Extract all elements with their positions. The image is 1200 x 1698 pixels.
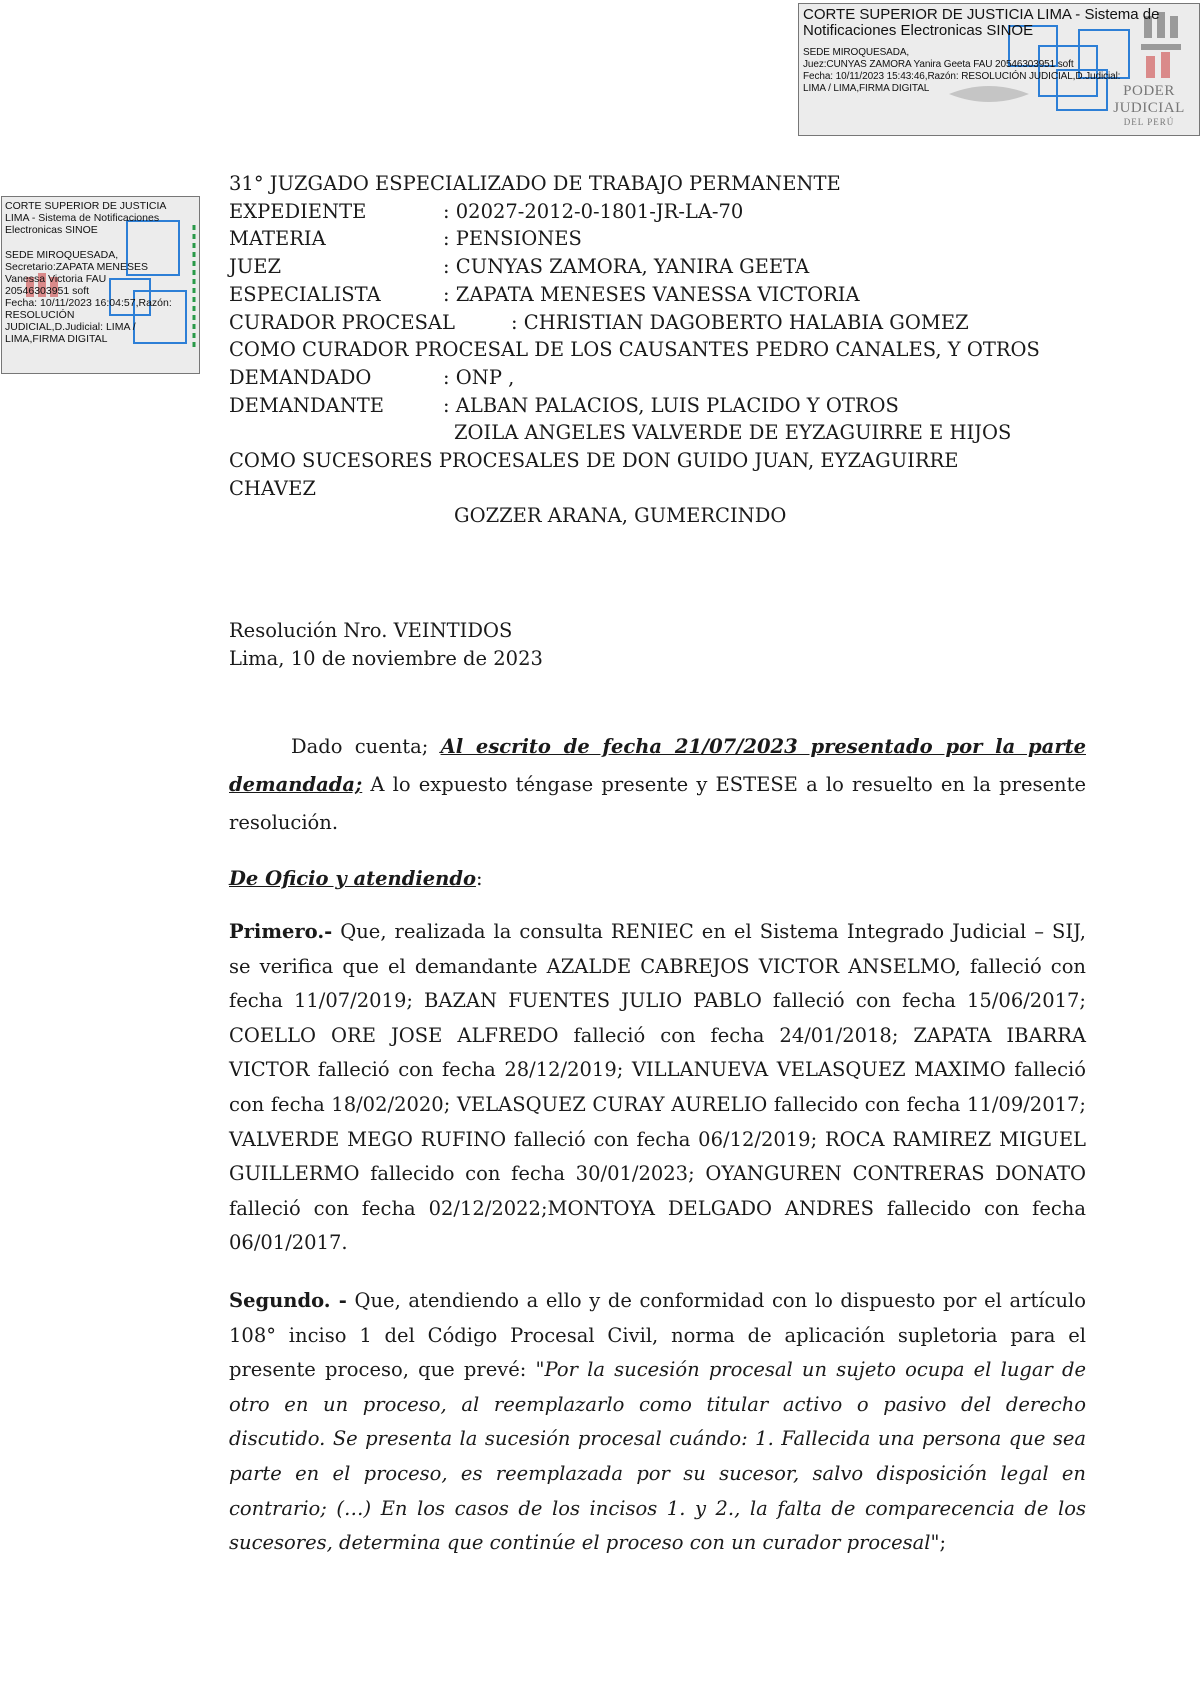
resolution-date: Lima, 10 de noviembre de 2023 [229, 646, 543, 670]
curador-description: COMO CURADOR PROCESAL DE LOS CAUSANTES PEDRO CANALES, Y OTROS [229, 338, 1040, 362]
header-row-demandante: DEMANDANTE : ALBAN PALACIOS, LUIS PLACIDO Y OTROS [229, 393, 899, 417]
paragraph-segundo: Segundo. - Que, atendiendo a ello y de conformidad con lo dispuesto por el artículo 108° inciso 1 del Código Procesal Civil, norma de aplicación supletoria para el presente proceso, que prevé: "Por la sucesión procesal un sujeto ocupa el lugar de otro en un proceso, al reemplazarlo como titular activo o pasivo del derecho discutido. Se presenta la sucesión procesal cuándo: 1. Fallecida una persona que sea parte en el proceso, es reemplazada por su sucesor, salvo disposición legal en contrario; (…) En los casos de los incisos 1. y 2., la falta de comparecencia de los sucesores, determina que continúe el proceso con un curador procesal"; [229, 1288, 1087, 1555]
paragraph-primero: Primero.- Que, realizada la consulta RENIEC en el Sistema Integrado Judicial – SIJ, se verifica que el demandante AZALDE CABREJOS VICTOR ANSELMO, falleció con fecha 11/07/2019; BAZAN FUENTES JULIO PABLO falleció con fecha 15/06/2017; COELLO ORE JOSE ALFREDO falleció con fecha 24/01/2018; ZAPATA IBARRA VICTOR falleció con fecha 28/12/2019; VILLANUEVA VELASQUEZ MAXIMO falleció con fecha 18/02/2020; VELASQUEZ CURAY AURELIO fallecido con fecha 11/09/2017; VALVERDE MEGO RUFINO falleció con fecha 06/12/2019; ROCA RAMIREZ MIGUEL GUILLERMO fallecido con fecha 30/01/2023; OYANGUREN CONTRERAS DONATO falleció con fecha 02/12/2022;MONTOYA DELGADO ANDRES fallecido con fecha 06/01/2017. [229, 920, 1086, 1255]
header-row-juez: JUEZ : CUNYAS ZAMORA, YANIRA GEETA [229, 255, 810, 279]
stamp-title: CORTE SUPERIOR DE JUSTICIA LIMA - Sistema de Notificaciones Electronicas SINOE [803, 6, 1160, 39]
stamp-details: SEDE MIROQUESADA, Secretario:ZAPATA MENESES Vanessa Victoria FAU 20546303951 soft Fecha: 10/11/2023 16:04:57,Razón: RESOLUCIÓN JUDICIAL,D.Judicial: LIMA / LIMA,FIRMA DIGITAL [5, 249, 172, 345]
section-subheading: De Oficio y atendiendo: [229, 867, 483, 890]
header-row-materia: MATERIA : PENSIONES [229, 227, 582, 251]
court-name: 31° JUZGADO ESPECIALIZADO DE TRABAJO PERMANENTE [229, 172, 841, 195]
header-row-especialista: ESPECIALISTA : ZAPATA MENESES VANESSA VICTORIA [229, 282, 860, 306]
demandante-line-2: ZOILA ANGELES VALVERDE DE EYZAGUIRRE E HIJOS [454, 421, 1012, 445]
sucesores-description: COMO SUCESORES PROCESALES DE DON GUIDO JUAN, EYZAGUIRRE CHAVEZ [229, 449, 959, 500]
demandante-line-3: GOZZER ARANA, GUMERCINDO [454, 504, 787, 528]
stamp-title: CORTE SUPERIOR DE JUSTICIA LIMA - Sistema de Notificaciones Electronicas SINOE [5, 200, 167, 236]
resolution-body [229, 728, 1086, 1561]
poder-judicial-seal: PODER JUDICIAL DEL PERÚ [1113, 83, 1185, 127]
header-row-curador: CURADOR PROCESAL : CHRISTIAN DAGOBERTO HALABIA GOMEZ [229, 310, 969, 334]
stamp-details: SEDE MIROQUESADA, Juez:CUNYAS ZAMORA Yanira Geeta FAU 20546303951 soft Fecha: 10/11/2023 15:43:46,Razón: RESOLUCIÓN JUDICIAL,D.Judicial: LIMA / LIMA,FIRMA DIGITAL [803, 47, 1121, 94]
case-header [229, 170, 1129, 530]
digital-signature-stamp-secretary [1, 196, 200, 374]
resolution-number: Resolución Nro. VEINTIDOS [229, 619, 513, 642]
intro-paragraph: Dado cuenta; Al escrito de fecha 21/07/2023 presentado por la parte demandada; A lo expuesto téngase presente y ESTESE a lo resuelto en la presente resolución. [229, 735, 1086, 834]
header-row-expediente: EXPEDIENTE : 02027-2012-0-1801-JR-LA-70 [229, 199, 744, 223]
resolution-info [229, 617, 543, 672]
digital-signature-stamp-judge [798, 3, 1200, 136]
header-row-demandado: DEMANDADO : ONP , [229, 365, 515, 389]
